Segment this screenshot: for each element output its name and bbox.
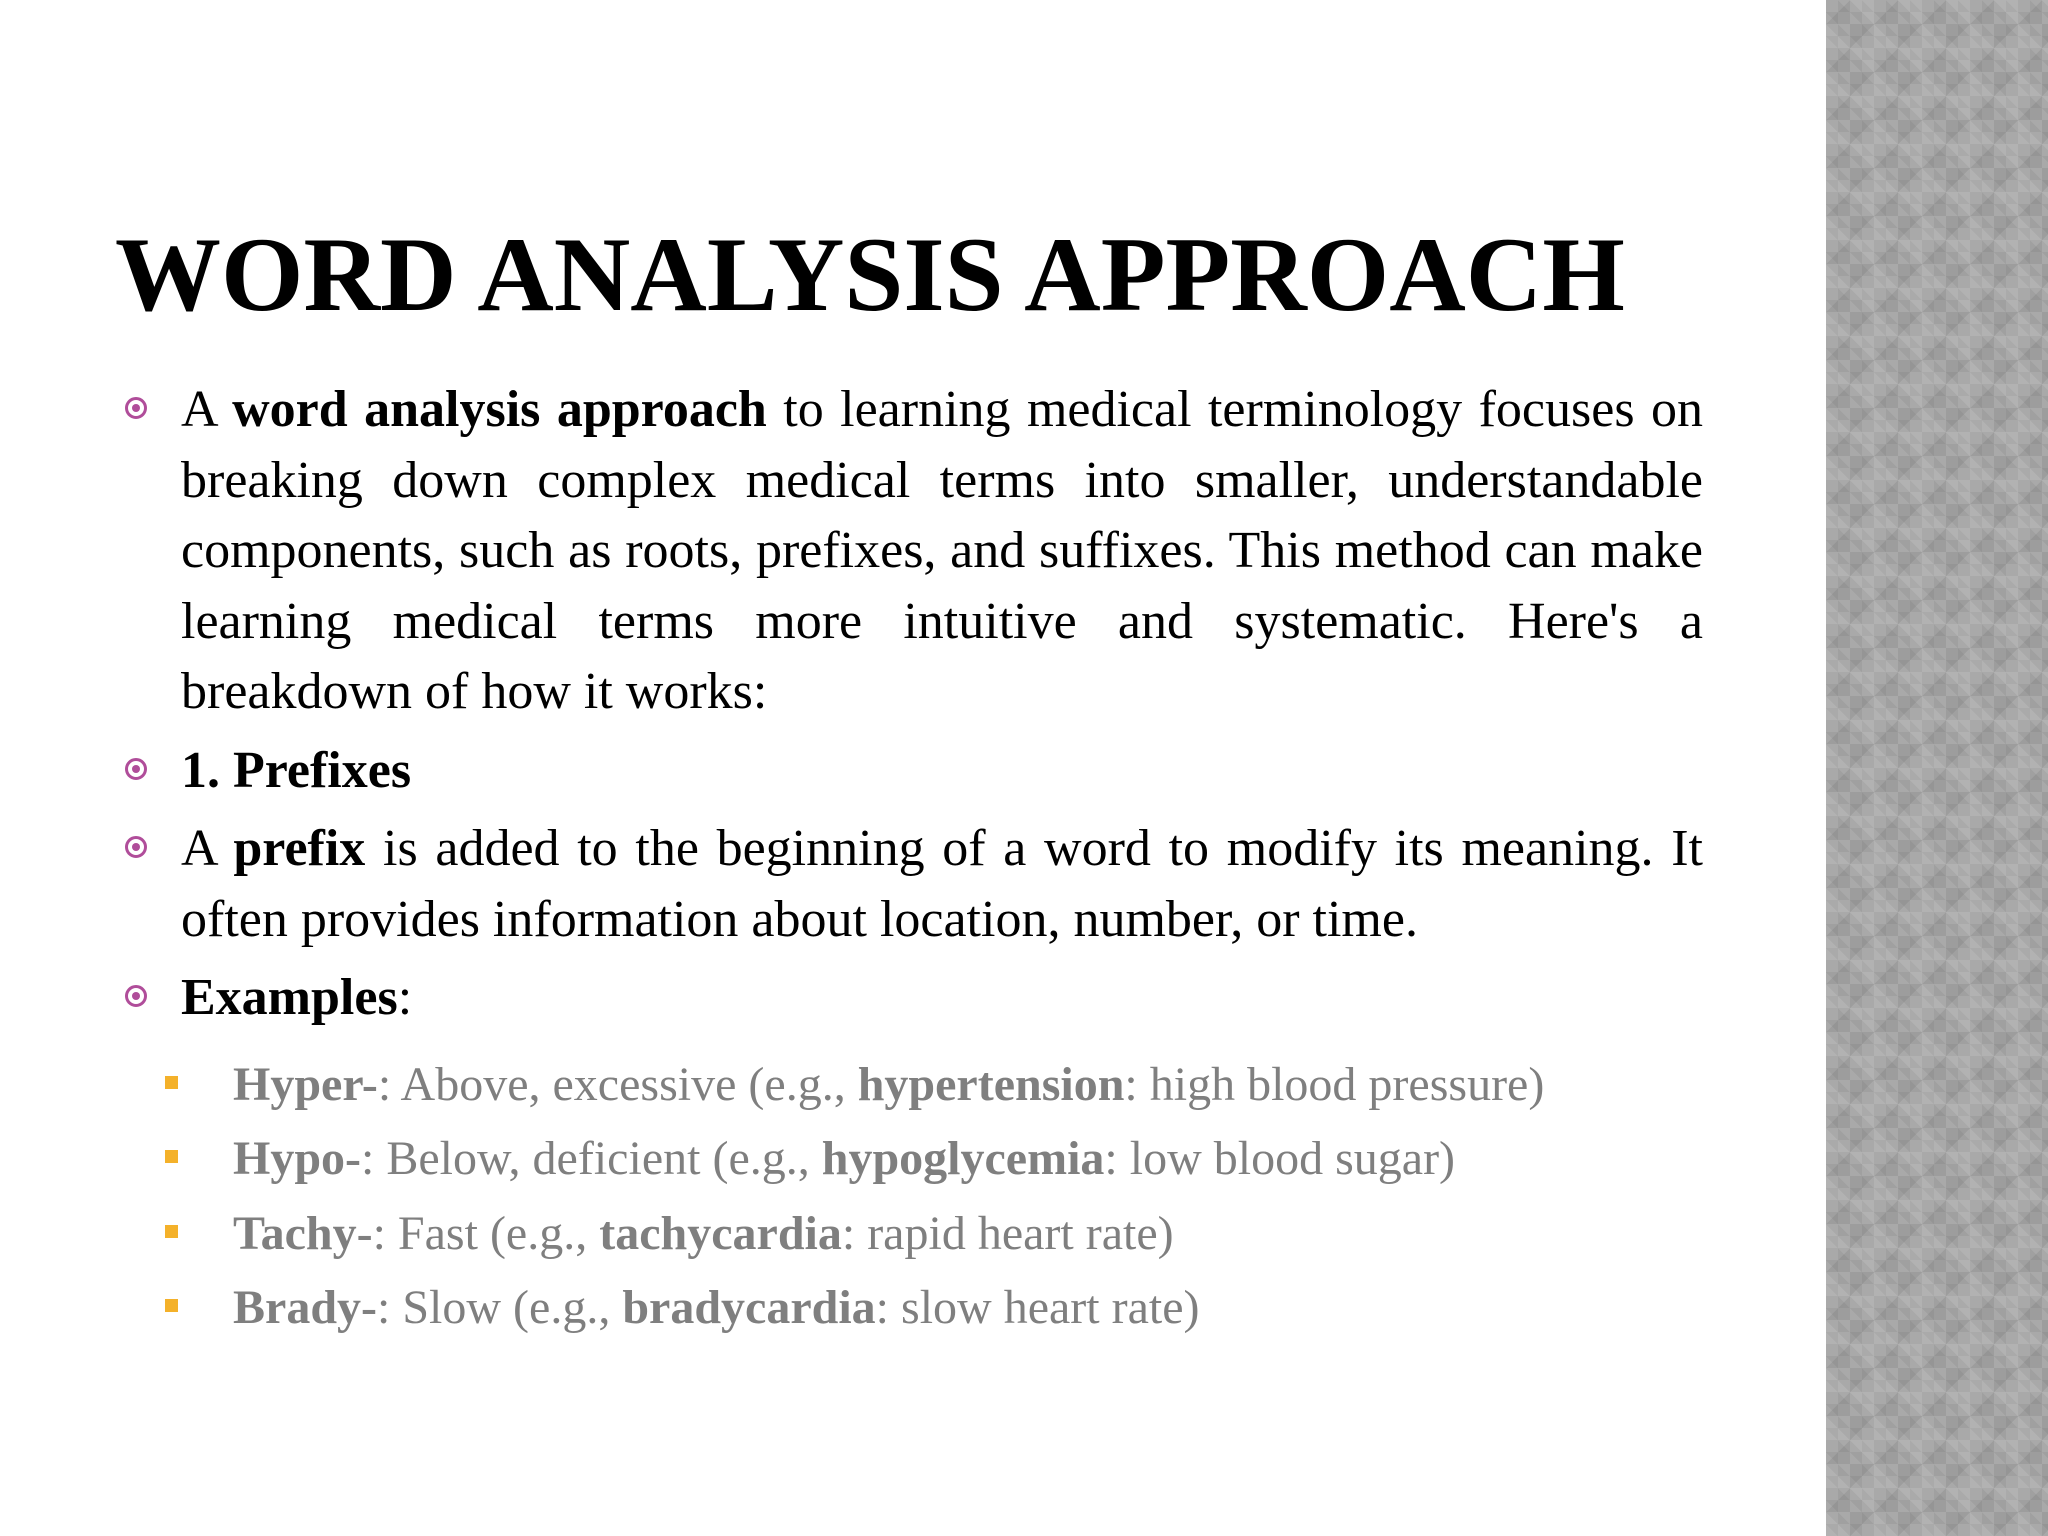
term-prefix: prefix xyxy=(233,820,366,877)
square-bullet-icon xyxy=(165,1076,178,1089)
bullet-prefixes-heading: 1. Prefixes xyxy=(125,736,1703,807)
list-item: Hyper-: Above, excessive (e.g., hypertension: high blood pressure) xyxy=(165,1048,1703,1123)
circle-bullet-icon xyxy=(125,836,147,858)
square-bullet-icon xyxy=(165,1150,178,1163)
bullet-prefix-definition: A prefix is added to the beginning of a word to modify its meaning. It often provides information about location, number, or time. xyxy=(125,814,1703,955)
list-item: Brady-: Slow (e.g., bradycardia: slow heart rate) xyxy=(165,1271,1703,1346)
list-item: Hypo-: Below, deficient (e.g., hypoglycemia: low blood sugar) xyxy=(165,1122,1703,1197)
decorative-side-panel xyxy=(1826,0,2048,1536)
term-word-analysis-approach: word analysis approach xyxy=(232,381,767,438)
slide-content xyxy=(125,375,1703,1346)
circle-bullet-icon xyxy=(125,397,147,419)
list-item: Tachy-: Fast (e.g., tachycardia: rapid heart rate) xyxy=(165,1197,1703,1272)
square-bullet-icon xyxy=(165,1225,178,1238)
bullet-intro: A word analysis approach to learning medical terminology focuses on breaking down complex medical terms into smaller, understandable components, such as roots, prefixes, and suffixes. This method can make learning medical terms more intuitive and systematic. Here's a breakdown of how it works: xyxy=(125,375,1703,728)
examples-list xyxy=(125,1048,1703,1346)
bullet-examples-heading: Examples: xyxy=(125,963,1703,1034)
circle-bullet-icon xyxy=(125,758,147,780)
square-bullet-icon xyxy=(165,1299,178,1312)
slide-title: WORD ANALYSIS APPROACH xyxy=(115,216,1625,333)
circle-bullet-icon xyxy=(125,985,147,1007)
